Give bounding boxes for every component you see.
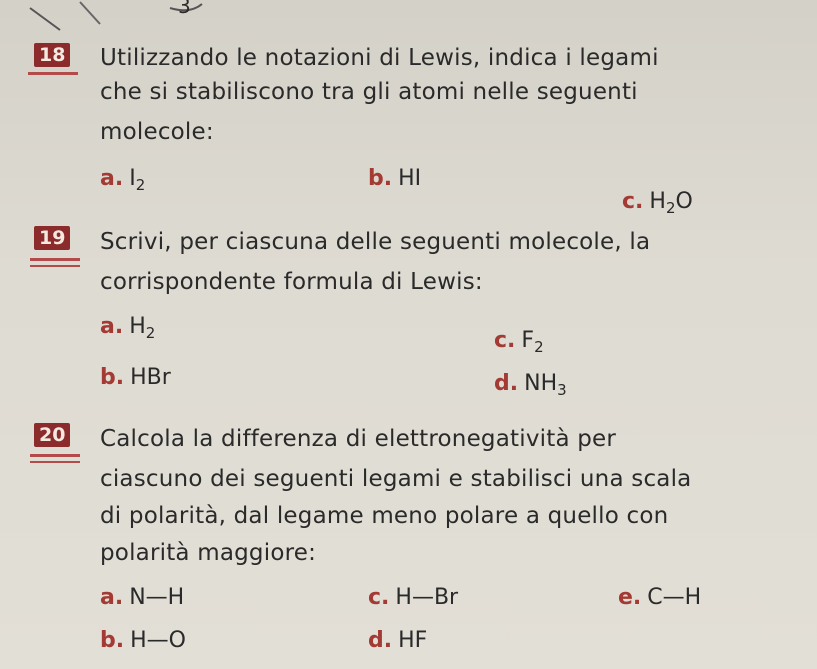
top-fragment-text: 3 (178, 0, 191, 18)
q20-item-e: e. C—H (618, 585, 702, 610)
question-19-line-2: corrispondente formula di Lewis: (100, 269, 483, 295)
q20-item-b: b. H—O (100, 628, 186, 653)
question-underline (28, 72, 78, 75)
q19-item-c: c. $F_2$ (494, 328, 544, 356)
q20-item-d: d. HF (368, 628, 428, 653)
question-underline (30, 454, 80, 457)
q19-item-d: d. $NH_3$ (494, 371, 567, 399)
q19-item-b: b. HBr (100, 365, 171, 390)
question-18-line-2: che si stabiliscono tra gli atomi nelle seguenti (100, 79, 638, 105)
question-18-line-1: Utilizzando le notazioni di Lewis, indica i legami (100, 45, 659, 71)
question-20-line-4: polarità maggiore: (100, 540, 317, 566)
question-number-19: 19 (34, 226, 70, 250)
question-number-18: 18 (34, 43, 70, 67)
q20-item-c: c. H—Br (368, 585, 459, 610)
q20-item-a: a. N—H (100, 585, 185, 610)
question-number-20: 20 (34, 423, 70, 447)
question-20-line-1: Calcola la differenza di elettronegatività per (100, 426, 617, 452)
q18-item-c: c. $H_2O$ (622, 189, 693, 217)
question-underline (30, 258, 80, 261)
q18-item-b: b. HI (368, 166, 422, 191)
question-19-line-1: Scrivi, per ciascuna delle seguenti molecole, la (100, 229, 651, 255)
question-20-line-3: di polarità, dal legame meno polare a quello con (100, 503, 669, 529)
question-underline (30, 461, 80, 463)
question-underline (30, 265, 80, 267)
q19-item-a: a. $H_2$ (100, 314, 156, 342)
question-20-line-2: ciascuno dei seguenti legami e stabilisci una scala (100, 466, 692, 492)
question-18-line-3: molecole: (100, 119, 214, 145)
q18-item-a: a. $I_2$ (100, 166, 146, 194)
